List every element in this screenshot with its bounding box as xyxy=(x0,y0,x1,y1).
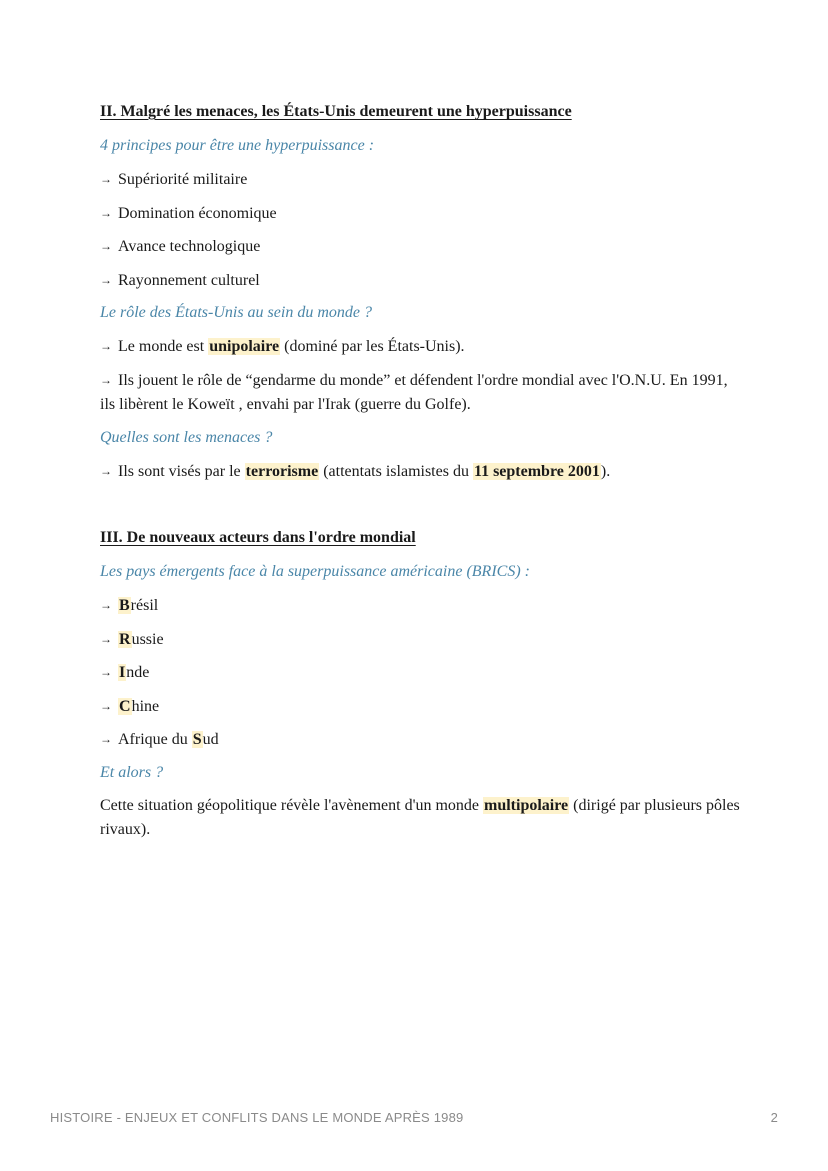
role-text: Ils jouent le rôle de “gendarme du monde” et défendent l'ordre mondial avec l'O.N.U. En 1991, ils libèrent le Koweït , envahi par l'Irak (guerre du Golfe). xyxy=(100,372,728,413)
section-2-heading: II. Malgré les menaces, les États-Unis demeurent une hyperpuissance xyxy=(100,103,572,120)
footer-title: HISTOIRE - ENJEUX ET CONFLITS DANS LE MONDE APRÈS 1989 xyxy=(50,1110,464,1125)
arrow-icon: → xyxy=(100,339,112,353)
highlight-multipolaire: multipolaire xyxy=(484,797,569,814)
brics-item xyxy=(100,593,158,618)
arrow-icon: → xyxy=(100,239,112,253)
brics-letter: R xyxy=(119,631,131,648)
threat-text: Ils sont visés par le xyxy=(118,463,245,480)
threat-text: ). xyxy=(600,463,611,480)
brics-item xyxy=(100,727,219,752)
principle-item xyxy=(100,268,260,293)
arrow-icon: → xyxy=(100,273,112,287)
principle-label: Rayonnement culturel xyxy=(118,272,260,289)
highlight-unipolaire: unipolaire xyxy=(209,338,280,355)
principle-label: Avance technologique xyxy=(118,238,261,255)
arrow-icon: → xyxy=(100,373,112,387)
brics-letter: I xyxy=(119,664,126,681)
conclusion-paragraph xyxy=(100,794,740,842)
arrow-icon: → xyxy=(100,172,112,186)
role-item-unipolar xyxy=(100,334,465,359)
brics-letter: C xyxy=(119,698,131,715)
principle-item xyxy=(100,167,247,192)
brics-item xyxy=(100,660,149,685)
arrow-icon: → xyxy=(100,632,112,646)
role-subtitle: Le rôle des États-Unis au sein du monde ? xyxy=(100,304,372,321)
brics-letter: B xyxy=(119,597,130,614)
brics-subtitle: Les pays émergents face à la superpuissance américaine (BRICS) : xyxy=(100,563,530,580)
principle-label: Domination économique xyxy=(118,205,277,222)
conclusion-text: (dirigé par plusieurs pôles rivaux). xyxy=(100,797,740,838)
highlight-date: 11 septembre 2001 xyxy=(473,463,600,480)
conclusion-text: Cette situation géopolitique révèle l'avènement d'un monde xyxy=(100,797,483,814)
section-3-heading: III. De nouveaux acteurs dans l'ordre mondial xyxy=(100,529,416,546)
highlight-terrorisme: terrorisme xyxy=(245,463,319,480)
brics-letter: S xyxy=(192,731,202,748)
page-number: 2 xyxy=(770,1110,778,1125)
brics-rest: résil xyxy=(130,597,159,614)
brics-rest: nde xyxy=(126,664,150,681)
arrow-icon: → xyxy=(100,665,112,679)
threats-subtitle: Quelles sont les menaces ? xyxy=(100,429,273,446)
role-text: Le monde est xyxy=(118,338,209,355)
brics-item xyxy=(100,694,159,719)
role-text: (dominé par les États-Unis). xyxy=(280,338,465,355)
brics-item xyxy=(100,627,164,652)
brics-prefix: Afrique du xyxy=(118,731,192,748)
threat-text: (attentats islamistes du xyxy=(319,463,473,480)
arrow-icon: → xyxy=(100,699,112,713)
brics-rest: hine xyxy=(131,698,160,715)
arrow-icon: → xyxy=(100,598,112,612)
principles-subtitle: 4 principes pour être une hyperpuissance : xyxy=(100,137,375,154)
role-item-gendarme xyxy=(100,368,740,417)
brics-rest: ud xyxy=(202,731,219,748)
principle-label: Supériorité militaire xyxy=(118,171,248,188)
arrow-icon: → xyxy=(100,464,112,478)
arrow-icon: → xyxy=(100,732,112,746)
brics-rest: ussie xyxy=(131,631,164,648)
principle-item xyxy=(100,201,277,226)
threat-item xyxy=(100,459,610,484)
then-subtitle: Et alors ? xyxy=(100,764,164,781)
arrow-icon: → xyxy=(100,206,112,220)
principle-item xyxy=(100,234,260,259)
